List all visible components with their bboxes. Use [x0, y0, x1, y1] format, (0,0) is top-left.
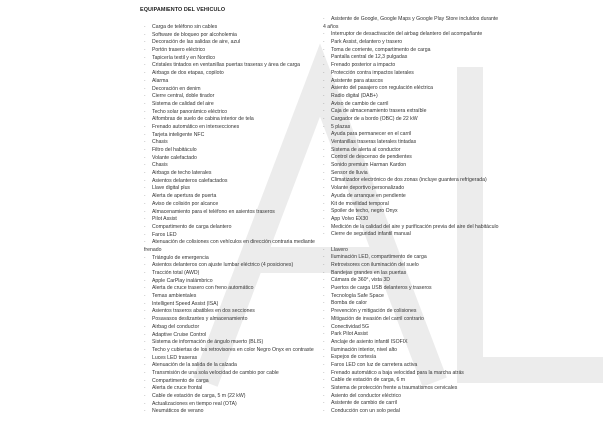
equipment-item: · Iluminación interior, nivel alto [323, 347, 498, 355]
equipment-item: · Alarma [144, 78, 315, 86]
equipment-item: · Espejos de cortesía [323, 354, 498, 362]
equipment-item: · Intelligent Speed Assist (ISA) [144, 301, 315, 309]
equipment-item: · Frenado automático a baja velocidad para la marcha atrás [323, 370, 498, 378]
equipment-item: · Techo solar panorámico eléctrico [144, 109, 315, 117]
equipment-item: · Iluminación LED, compartimento de carga [323, 254, 498, 262]
equipment-item: · Sistema de protección frente a traumatismos cervicales [323, 385, 498, 393]
equipment-item: · Carga de teléfono sin cables [144, 24, 315, 32]
equipment-item: · Conectividad 5G [323, 324, 498, 332]
equipment-item: frenado [144, 246, 162, 253]
equipment-item: · Cierre de seguridad infantil manual [323, 231, 498, 239]
equipment-item: · Software de bloqueo por alcoholemia [144, 32, 315, 40]
equipment-item: · Ayuda de arranque en pendiente [323, 193, 498, 201]
equipment-item: · Pantalla central de 12,3 pulgadas [323, 54, 498, 62]
equipment-item: · Compartimento de carga [144, 378, 315, 386]
equipment-item: · Climatizador electrónico de dos zonas (incluye guantera refrigerada) [323, 177, 498, 185]
equipment-item: · Faros LED con luz de carretera activa [323, 362, 498, 370]
equipment-item: · Volante calefactado [144, 155, 315, 163]
equipment-item: · Alerta de apertura de puerta [144, 193, 315, 201]
equipment-list-right [323, 16, 498, 416]
equipment-item: · Alfombras de suelo de cabina interior de tela [144, 116, 315, 124]
equipment-item: · Bandejas grandes en las puertas [323, 270, 498, 278]
equipment-item: · Temas ambientales [144, 293, 315, 301]
equipment-item: · Tecnología Safe Space [323, 293, 498, 301]
equipment-item: · Aviso de cambio de carril [323, 101, 498, 109]
equipment-item: · Posavasos deslizantes y almacenamiento [144, 316, 315, 324]
equipment-item: · Sistema de información de ángulo muerto (BLIS) [144, 339, 315, 347]
equipment-item: · Llavero [323, 247, 498, 255]
equipment-item: · Asistente para atascos [323, 78, 498, 86]
equipment-item: · Frenado posterior a impacto [323, 62, 498, 70]
equipment-item: · Sonido premium Harman Kardon [323, 162, 498, 170]
equipment-item: · Pilot Assist [144, 216, 315, 224]
equipment-item: · Cámara de 360°, vista 3D [323, 277, 498, 285]
equipment-item: · Cargador de a bordo (OBC) de 22 kW [323, 116, 498, 124]
equipment-item: · Cable de estación de carga, 5 m (22 kW) [144, 393, 315, 401]
equipment-item: · Toma de corriente, compartimento de carga [323, 47, 498, 55]
equipment-item: · Luces LED traseras [144, 355, 315, 363]
equipment-item: · Neumáticos de verano [144, 408, 315, 416]
equipment-item: · Kit de movilidad temporal [323, 201, 498, 209]
equipment-item: · Airbag del conductor [144, 324, 315, 332]
equipment-item: · Sistema de calidad del aire [144, 101, 315, 109]
equipment-item: · Cable de estación de carga, 6 m [323, 377, 498, 385]
equipment-item: · Protección contra impactos laterales [323, 70, 498, 78]
equipment-item: · Aviso de colisión por alcance [144, 201, 315, 209]
equipment-item: · Llave digital plus [144, 185, 315, 193]
equipment-item: · Cierre central, doble tirador [144, 93, 315, 101]
equipment-item: · Conducción con un solo pedal [323, 408, 498, 416]
equipment-item: · Portón trasero eléctrico [144, 47, 315, 55]
equipment-item: · Adaptive Cruise Control [144, 332, 315, 340]
equipment-item: · Park Assist, delantero y trasero [323, 39, 498, 47]
equipment-item: · Asientos delanteros con ajuste lumbar eléctrico (4 posiciones) [144, 262, 315, 270]
equipment-item: · Apple CarPlay inalámbrico [144, 278, 315, 286]
equipment-item: · Asistente de Google, Google Maps y Google Play Store incluidos durante [323, 16, 498, 24]
equipment-item: · Caja de almacenamiento trasera extraíble [323, 108, 498, 116]
equipment-item: · Volante deportivo personalizado [323, 185, 498, 193]
equipment-item: · Park Pilot Assist [323, 331, 498, 339]
equipment-item: · Puertos de carga USB delanteros y traseros [323, 285, 498, 293]
equipment-item: · Decoración de las salidas de aire, azul [144, 39, 315, 47]
equipment-item: · Actualizaciones en tiempo real (OTA) [144, 401, 315, 409]
equipment-item: · Chasis [144, 162, 315, 170]
equipment-item: · Retrovisores con iluminación del suelo [323, 262, 498, 270]
equipment-item: · Ayuda para permanecer en el carril [323, 131, 498, 139]
equipment-item: · Techo y cubiertas de los retrovisores en color Negro Onyx en contraste [144, 347, 315, 355]
equipment-list-left [144, 24, 315, 416]
equipment-item: · Prevención y mitigación de colisiones [323, 308, 498, 316]
equipment-item: · Radio digital (DAB+) [323, 93, 498, 101]
equipment-item: · Tarjeta inteligente NFC [144, 132, 315, 140]
equipment-item: 4 años [323, 23, 339, 30]
equipment-item: · Compartimento de carga delantero [144, 224, 315, 232]
equipment-item: · Chasis [144, 139, 315, 147]
equipment-item: · Ventanillas traseras laterales tintadas [323, 139, 498, 147]
equipment-item: · Airbags de techo laterales [144, 170, 315, 178]
equipment-item: · Spoiler de techo, negro Onyx [323, 208, 498, 216]
equipment-item: · 5 plazas [323, 124, 498, 132]
equipment-item: · Asiento del pasajero con regulación eléctrica [323, 85, 498, 93]
equipment-item: · Sistema de alerta al conductor [323, 147, 498, 155]
equipment-item: · Mitigación de invasión del carril contrario [323, 316, 498, 324]
equipment-item: · Asientos delanteros calefactados [144, 178, 315, 186]
equipment-item: · App Volvo EX30 [323, 216, 498, 224]
equipment-item: · Sensor de lluvia [323, 170, 498, 178]
equipment-item: · Cristales tintados en ventanillas puertas traseras y área de carga [144, 62, 315, 70]
equipment-item: · Control de descenso de pendientes [323, 154, 498, 162]
equipment-item: · Asiento del conductor eléctrico [323, 393, 498, 401]
equipment-item: · Transmisión de una sola velocidad de cambio por cable [144, 370, 315, 378]
equipment-item: · Tracción total (AWD) [144, 270, 315, 278]
equipment-item: · Alerta de cruce trasero con freno automático [144, 285, 315, 293]
equipment-item: · Interruptor de desactivación del airbag delantero del acompañante [323, 31, 498, 39]
equipment-item: · Anclaje de asiento infantil ISOFIX [323, 339, 498, 347]
equipment-item [323, 239, 498, 247]
equipment-item: · Filtro del habitáculo [144, 147, 315, 155]
equipment-item: · Tapicería textil y en Nordico [144, 55, 315, 63]
equipment-item: · Asientos traseros abatibles en dos secciones [144, 308, 315, 316]
section-title: EQUIPAMIENTO DEL VEHICULO [140, 7, 226, 13]
equipment-item: · Bomba de calor [323, 300, 498, 308]
equipment-item: · Alerta de cruce frontal [144, 385, 315, 393]
equipment-item: · Asistente de cambio de carril [323, 400, 498, 408]
equipment-item: · Triángulo de emergencia [144, 255, 315, 263]
equipment-item: · Faros LED [144, 232, 315, 240]
equipment-item: · Almacenamiento para el teléfono en asientos traseros [144, 209, 315, 217]
equipment-item: · Atenuación de colisiones con vehículos en dirección contraria mediante [144, 239, 315, 247]
equipment-item: · Decoración en denim [144, 86, 315, 94]
equipment-item: · Airbags de dos etapas, copiloto [144, 70, 315, 78]
equipment-item: · Atenuación de la salida de la calzada [144, 362, 315, 370]
equipment-item: · Medición de la calidad del aire y purificación previa del aire del habitáculo [323, 224, 498, 232]
equipment-item: · Frenado automático en intersecciones [144, 124, 315, 132]
